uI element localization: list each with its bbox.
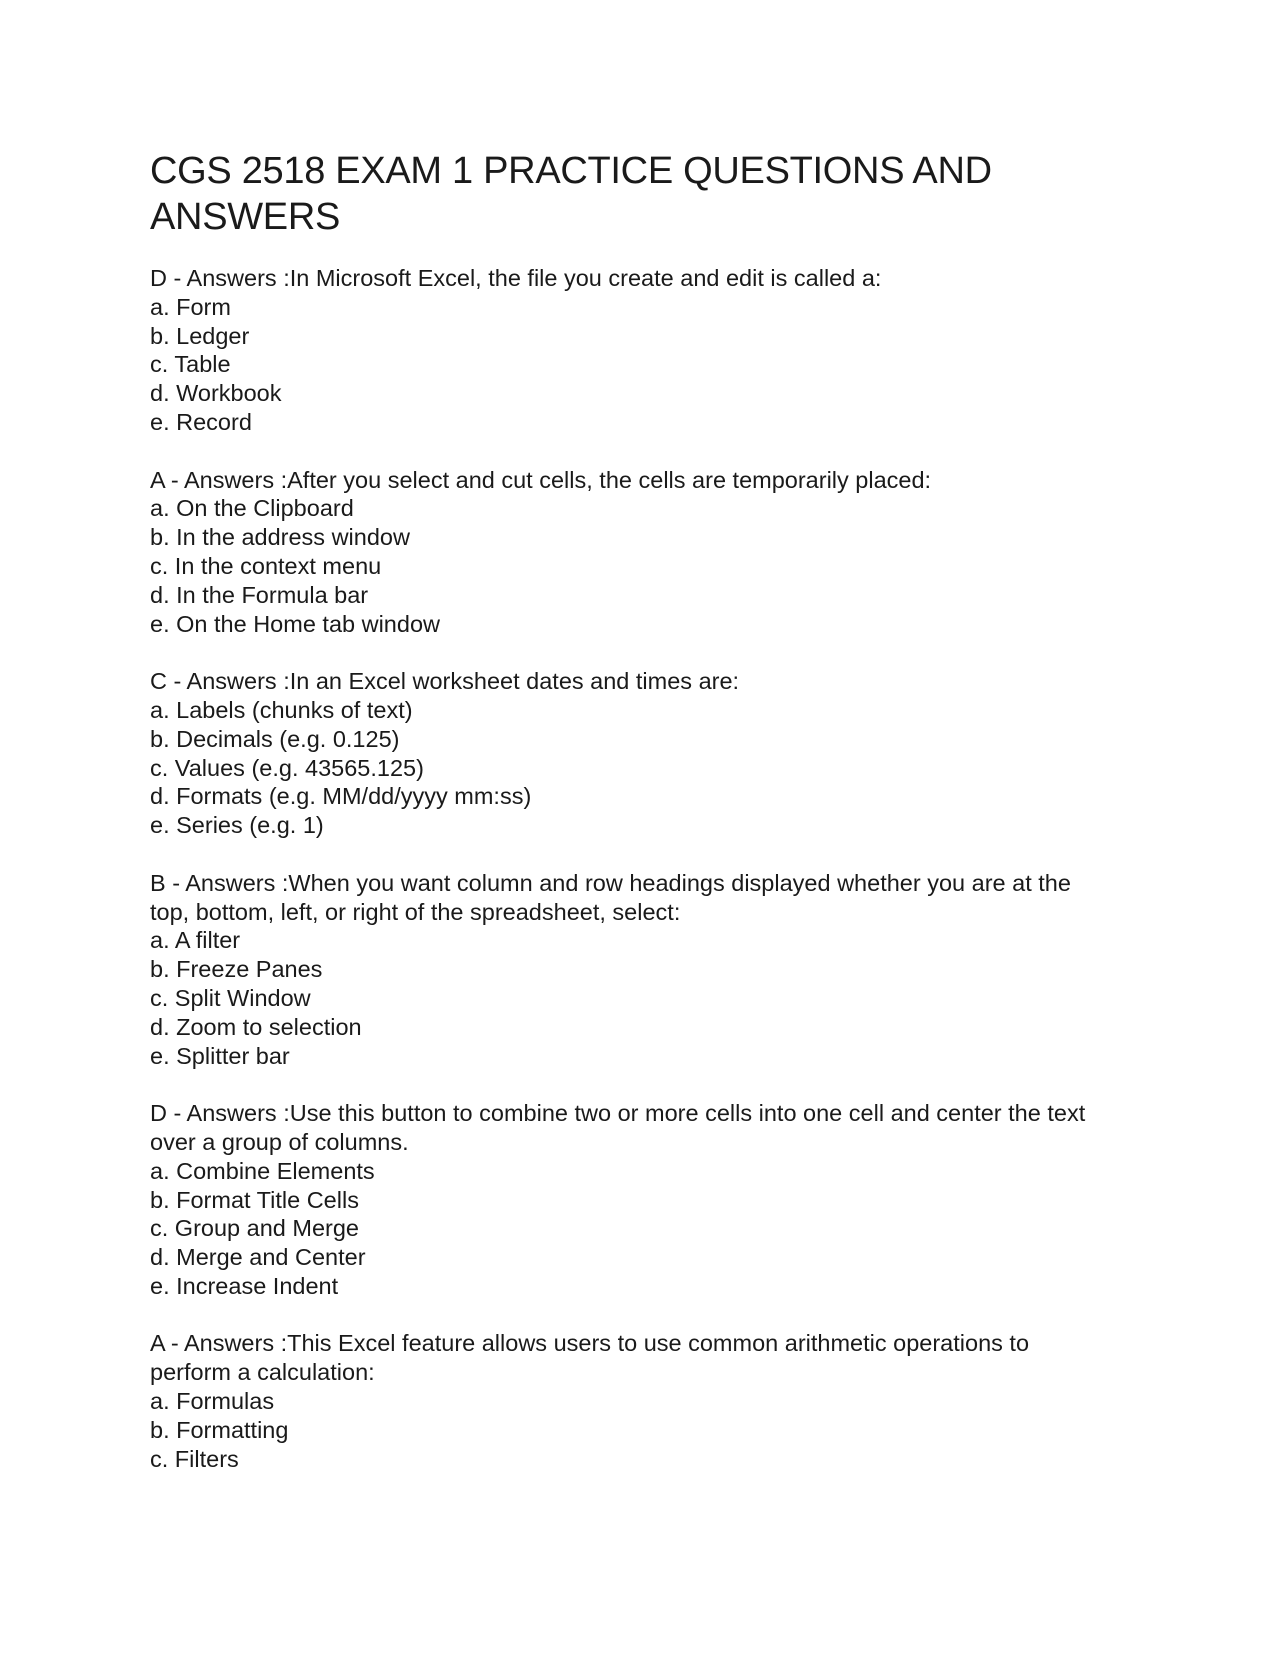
question-list (150, 264, 1110, 1502)
answer-option: a. A filter (150, 927, 241, 954)
answer-option: d. Merge and Center (150, 1244, 366, 1271)
question-text: C - Answers :In an Excel worksheet dates and times are: (150, 668, 740, 695)
answer-options (150, 1387, 1110, 1473)
answer-option: a. Labels (chunks of text) (150, 696, 413, 723)
answer-option: e. Splitter bar (150, 1042, 290, 1069)
question-6 (150, 1329, 1110, 1473)
answer-option: e. Increase Indent (150, 1272, 339, 1299)
answer-option: c. In the context menu (150, 552, 382, 579)
answer-option: a. On the Clipboard (150, 495, 354, 522)
answer-option: b. Formatting (150, 1416, 289, 1443)
question-4 (150, 869, 1110, 1071)
answer-option: b. Decimals (e.g. 0.125) (150, 725, 400, 752)
answer-option: c. Values (e.g. 43565.125) (150, 754, 424, 781)
answer-option: b. In the address window (150, 524, 410, 551)
answer-options (150, 926, 1110, 1070)
answer-option: e. Series (e.g. 1) (150, 812, 324, 839)
answer-option: c. Table (150, 351, 231, 378)
question-text: D - Answers :In Microsoft Excel, the file you create and edit is called a: (150, 265, 882, 291)
document-title: CGS 2518 EXAM 1 PRACTICE QUESTIONS AND ANSWERS (150, 150, 992, 238)
answer-option: c. Split Window (150, 984, 311, 1011)
answer-option: d. Workbook (150, 380, 282, 407)
answer-option: d. In the Formula bar (150, 581, 369, 608)
question-text: A - Answers :This Excel feature allows users to use common arithmetic operations to perform a calculation: (150, 1330, 1030, 1386)
answer-option: d. Zoom to selection (150, 1013, 362, 1040)
answer-options (150, 696, 1110, 840)
answer-options (150, 293, 1110, 437)
answer-option: a. Combine Elements (150, 1157, 375, 1184)
answer-option: d. Formats (e.g. MM/dd/yyyy mm:ss) (150, 783, 532, 810)
answer-option: e. Record (150, 408, 252, 435)
answer-option: b. Freeze Panes (150, 956, 323, 983)
answer-option: c. Group and Merge (150, 1215, 359, 1242)
answer-option: a. Form (150, 293, 231, 320)
question-5 (150, 1099, 1110, 1301)
question-text: A - Answers :After you select and cut cells, the cells are temporarily placed: (150, 466, 932, 493)
question-2 (150, 466, 1110, 639)
answer-option: b. Format Title Cells (150, 1186, 359, 1213)
question-text: D - Answers :Use this button to combine two or more cells into one cell and center the text over a group of columns. (150, 1100, 1086, 1155)
answer-options (150, 494, 1110, 638)
answer-option: a. Formulas (150, 1388, 275, 1415)
answer-option: b. Ledger (150, 322, 250, 349)
question-1 (150, 264, 1110, 437)
answer-options (150, 1157, 1110, 1301)
answer-option: c. Filters (150, 1445, 239, 1472)
question-3 (150, 667, 1110, 840)
question-text: B - Answers :When you want column and row headings displayed whether you are at the top, bottom, left, or right of the spreadsheet, select: (150, 869, 1071, 925)
answer-option: e. On the Home tab window (150, 610, 440, 637)
